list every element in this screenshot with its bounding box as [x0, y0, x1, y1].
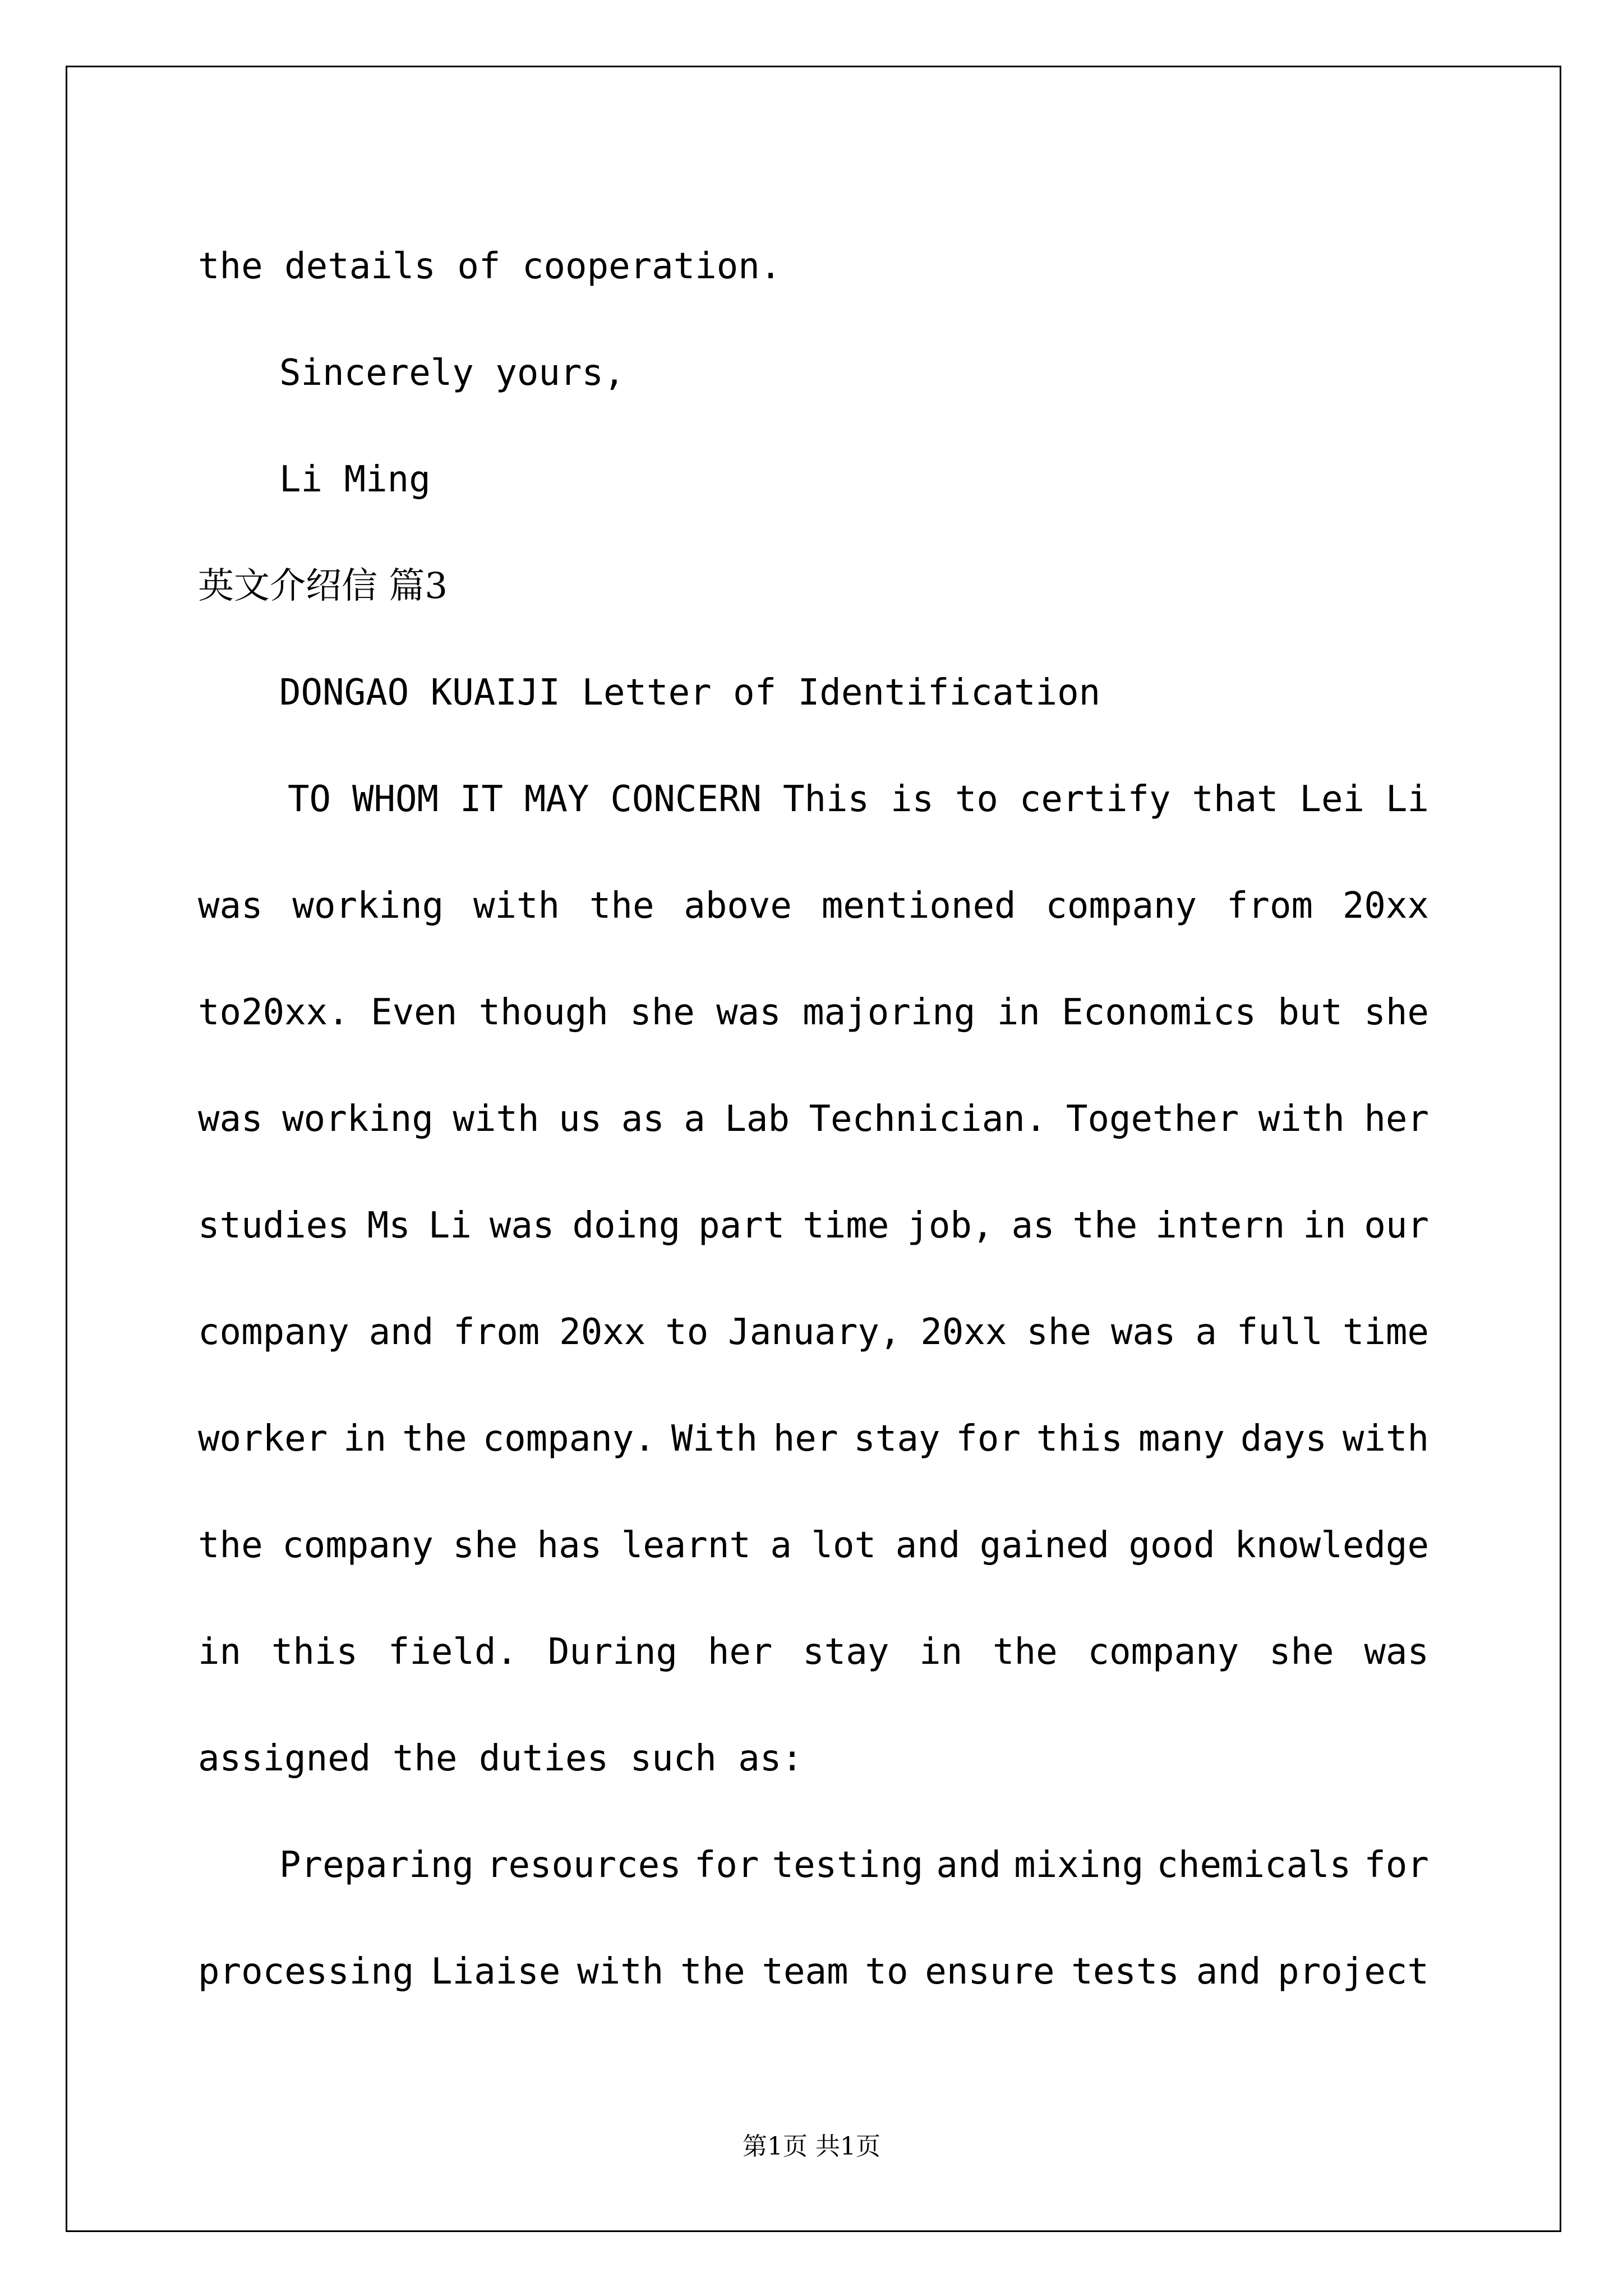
- word: our: [1364, 1205, 1429, 1246]
- text-line: [198, 853, 1429, 959]
- word: ensure: [925, 1951, 1055, 1993]
- word: she: [1026, 1312, 1091, 1353]
- word: Together: [1066, 1098, 1239, 1140]
- word: This: [782, 779, 870, 820]
- text-line: the details of cooperation.: [198, 246, 782, 287]
- word: that: [1192, 779, 1279, 820]
- word: WHOM: [352, 779, 439, 820]
- text-line: [198, 1918, 1429, 2025]
- word: with: [577, 1951, 664, 1993]
- word: company: [1087, 1631, 1239, 1673]
- word: us: [559, 1098, 602, 1140]
- word: in: [1303, 1205, 1347, 1246]
- word: company: [282, 1525, 434, 1566]
- word: she: [1269, 1631, 1334, 1673]
- word: to: [955, 779, 998, 820]
- word: she: [1364, 992, 1429, 1033]
- word: to20xx.: [198, 992, 349, 1033]
- word: is: [890, 779, 934, 820]
- word: certify: [1019, 779, 1171, 820]
- word: has: [537, 1525, 602, 1566]
- word: many: [1138, 1418, 1225, 1460]
- word: was: [1364, 1631, 1429, 1673]
- word: with: [473, 885, 560, 927]
- word: Ms: [367, 1205, 411, 1246]
- word: testing: [772, 1844, 924, 1886]
- word: a: [684, 1098, 706, 1140]
- word: Lei: [1299, 779, 1364, 820]
- word: field.: [388, 1631, 518, 1673]
- text-line: [198, 1599, 1429, 1705]
- word: stay: [854, 1418, 940, 1460]
- word: working: [292, 885, 444, 927]
- text-line: [198, 1386, 1429, 1492]
- word: her: [773, 1418, 838, 1460]
- signature-line: Li Ming: [279, 459, 431, 500]
- word: Li: [428, 1205, 472, 1246]
- word: the: [198, 1525, 263, 1566]
- word: time: [803, 1205, 889, 1246]
- word: lot: [811, 1525, 877, 1566]
- word: as: [621, 1098, 665, 1140]
- word: January,: [728, 1312, 901, 1353]
- word: Even: [371, 992, 458, 1033]
- text-line: [198, 1066, 1429, 1172]
- word: company.: [482, 1418, 656, 1460]
- word: During: [547, 1631, 677, 1673]
- word: for: [1364, 1844, 1429, 1886]
- word: a: [770, 1525, 792, 1566]
- word: and: [1196, 1951, 1261, 1993]
- word: a: [1195, 1312, 1217, 1353]
- word: the: [993, 1631, 1058, 1673]
- word: with: [1342, 1418, 1429, 1460]
- word: in: [343, 1418, 387, 1460]
- word: Lab: [725, 1098, 790, 1140]
- word: processing: [198, 1951, 414, 1993]
- word: was: [1110, 1312, 1176, 1353]
- word: gained: [979, 1525, 1109, 1566]
- word: working: [282, 1098, 434, 1140]
- word: project: [1278, 1951, 1429, 1993]
- word: majoring: [803, 992, 976, 1033]
- word: in: [198, 1631, 242, 1673]
- word: days: [1240, 1418, 1327, 1460]
- word: 20xx: [559, 1312, 646, 1353]
- word: job,: [907, 1205, 994, 1246]
- word: for: [694, 1844, 759, 1886]
- word: mixing: [1014, 1844, 1144, 1886]
- word: the: [1072, 1205, 1138, 1246]
- word: team: [762, 1951, 849, 1993]
- word: knowledge: [1234, 1525, 1429, 1566]
- word: intern: [1155, 1205, 1285, 1246]
- word: was: [489, 1205, 555, 1246]
- word: worker: [198, 1418, 328, 1460]
- word: in: [997, 992, 1040, 1033]
- word: this: [1036, 1418, 1123, 1460]
- word: and: [895, 1525, 961, 1566]
- word: resources: [486, 1844, 681, 1886]
- word: mentioned: [821, 885, 1016, 927]
- word: IT: [459, 779, 503, 820]
- page-number-footer: 第1页 共1页: [743, 2132, 880, 2161]
- word: from: [1226, 885, 1313, 927]
- word: the: [402, 1418, 467, 1460]
- word: and: [936, 1844, 1001, 1886]
- word: above: [684, 885, 792, 927]
- word: the: [680, 1951, 745, 1993]
- word: time: [1342, 1312, 1429, 1353]
- text-line: [198, 1279, 1429, 1386]
- word: CONCERN: [610, 779, 762, 820]
- word: company: [1045, 885, 1197, 927]
- text-line: [198, 1172, 1429, 1279]
- word: she: [453, 1525, 518, 1566]
- word: stay: [803, 1631, 889, 1673]
- closing-line: Sincerely yours,: [279, 352, 625, 394]
- word: company: [198, 1312, 349, 1353]
- word: Economics: [1062, 992, 1256, 1033]
- text-line: assigned the duties such as:: [198, 1738, 803, 1779]
- text-line: [198, 1492, 1429, 1599]
- letter-title: DONGAO KUAIJI Letter of Identification: [279, 672, 1101, 714]
- word: the: [589, 885, 654, 927]
- text-line: [198, 746, 1429, 853]
- word: as: [1011, 1205, 1055, 1246]
- word: 20xx: [1342, 885, 1429, 927]
- word: Preparing: [279, 1844, 474, 1886]
- word: chemicals: [1156, 1844, 1352, 1886]
- word: studies: [198, 1205, 349, 1246]
- word: with: [453, 1098, 540, 1140]
- word: tests: [1071, 1951, 1179, 1993]
- word: was: [198, 1098, 263, 1140]
- word: With: [671, 1418, 758, 1460]
- word: this: [271, 1631, 358, 1673]
- word: her: [1364, 1098, 1429, 1140]
- word: was: [716, 992, 781, 1033]
- word: Technician.: [809, 1098, 1047, 1140]
- word: she: [630, 992, 695, 1033]
- word: learnt: [621, 1525, 751, 1566]
- word: from: [453, 1312, 540, 1353]
- word: to: [865, 1951, 909, 1993]
- word: in: [919, 1631, 963, 1673]
- word: Li: [1385, 779, 1429, 820]
- word: but: [1278, 992, 1343, 1033]
- word: part: [698, 1205, 785, 1246]
- word: Liaise: [431, 1951, 561, 1993]
- word: 20xx: [920, 1312, 1007, 1353]
- word: good: [1128, 1525, 1215, 1566]
- word: full: [1236, 1312, 1323, 1353]
- word: to: [665, 1312, 709, 1353]
- document-body: [198, 213, 1429, 2025]
- word: doing: [572, 1205, 681, 1246]
- word: though: [478, 992, 608, 1033]
- word: for: [956, 1418, 1021, 1460]
- word: with: [1258, 1098, 1345, 1140]
- section-heading: 英文介绍信 篇3: [198, 565, 448, 607]
- text-line: [198, 1812, 1429, 1918]
- text-line: [198, 959, 1429, 1066]
- word: TO: [288, 779, 331, 820]
- word: her: [707, 1631, 773, 1673]
- word: was: [198, 885, 263, 927]
- word: and: [368, 1312, 434, 1353]
- word: MAY: [524, 779, 589, 820]
